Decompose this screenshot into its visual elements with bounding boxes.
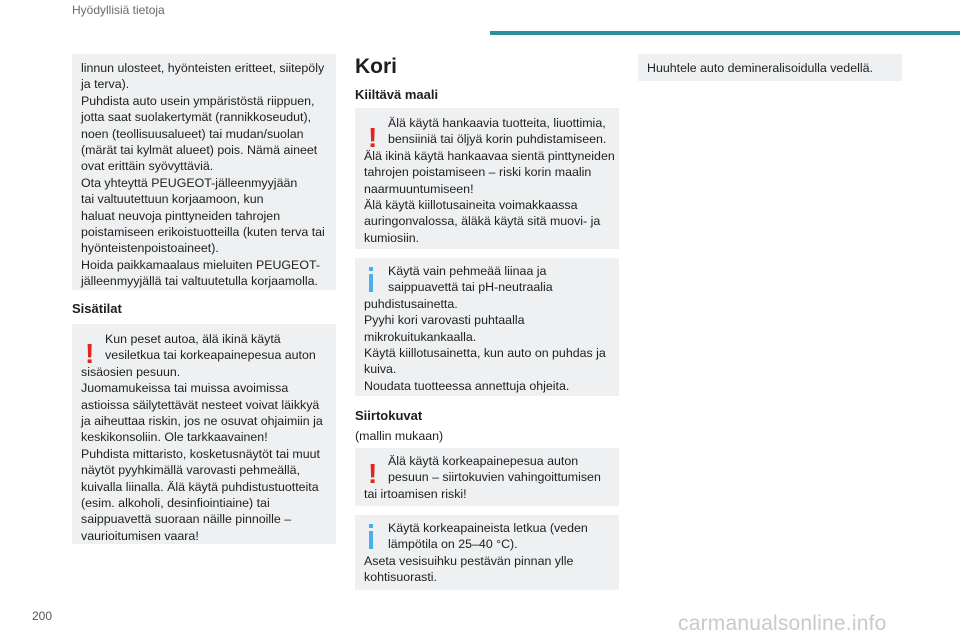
rinse-note-box bbox=[638, 54, 902, 81]
text-line: keskikonsoliin. Ole tarkkaavainen! bbox=[81, 430, 268, 445]
text-line: poistamiseen erikoistuotteilla (kuten terva tai bbox=[81, 225, 325, 240]
text-line: saippuavettä suoraan näille pinnoille – bbox=[81, 512, 292, 527]
text-line: Käytä kiillotusainetta, kun auto on puhdas ja bbox=[364, 346, 606, 361]
text-line: kumiosiin. bbox=[364, 230, 420, 245]
text-line: Noudata tuotteessa annettuja ohjeita. bbox=[364, 378, 570, 393]
text-line: Älä käytä hankaavia tuotteita, liuottimia, bbox=[388, 116, 606, 130]
text-line: tai valtuutettuun korjaamoon, kun bbox=[81, 192, 264, 207]
text-line: Puhdista auto usein ympäristöstä riippuen, bbox=[81, 93, 315, 108]
warning-icon: ! bbox=[85, 338, 95, 369]
text-line: Käytä vain pehmeää liinaa ja bbox=[388, 264, 547, 278]
page-heading-kori: Kori bbox=[355, 55, 397, 78]
warning-box-kiiltava-maali bbox=[355, 108, 619, 249]
text-line: pesuun – siirtokuvien vahingoittumisen bbox=[388, 470, 601, 485]
text-line: linnun ulosteet, hyönteisten eritteet, siitepöly bbox=[81, 61, 325, 75]
text-line: hyönteistenpoistoaineet). bbox=[81, 241, 219, 256]
text-line: puhdistusainetta. bbox=[364, 296, 458, 311]
warning-icon: ! bbox=[368, 458, 378, 489]
text-line: vesiletkua tai korkeapainepesua auton bbox=[105, 348, 316, 363]
section-heading-sisatilat: Sisätilat bbox=[72, 301, 122, 316]
text-line: bensiiniä tai öljyä korin puhdistamiseen. bbox=[388, 132, 607, 147]
text-line: Aseta vesisuihku pestävän pinnan ylle bbox=[364, 553, 574, 568]
text-line: Käytä korkeapaineista letkua (veden bbox=[388, 521, 588, 535]
info-box-siirtokuvat bbox=[355, 515, 619, 590]
warning-box-sisatilat bbox=[72, 324, 336, 544]
text-line: mikrokuitukankaalla. bbox=[364, 329, 477, 344]
text-line: jotta saat suolakertymät (rannikkoseudut), bbox=[81, 110, 312, 125]
text-line: Juomamukeissa tai muissa avoimissa bbox=[81, 381, 289, 396]
text-line: kuivalla liinalla. Älä käytä puhdistustuotteita bbox=[81, 479, 319, 494]
warning-box-siirtokuvat bbox=[355, 448, 619, 506]
text-line: lämpötila on 25–40 °C). bbox=[388, 537, 518, 552]
text-line: haluat neuvoja pinttyneiden tahrojen bbox=[81, 208, 281, 223]
section-heading-siirtokuvat: Siirtokuvat bbox=[355, 408, 423, 423]
text-line: astioissa säilytettävät nesteet voivat läikkyä bbox=[81, 397, 320, 412]
text-line: Huuhtele auto demineralisoidulla vedellä. bbox=[647, 61, 873, 75]
text-line: ja aiheuttaa riskin, jos ne osuvat ohjaimiin ja bbox=[81, 414, 323, 429]
info-box-kiiltava-maali bbox=[355, 258, 619, 396]
text-line: auringonvalossa, äläkä käytä sitä muovi- ja bbox=[364, 214, 601, 229]
section-heading-kiiltava-maali: Kiiltävä maali bbox=[355, 87, 439, 102]
text-line: ja terva). bbox=[81, 77, 130, 92]
text-line: ovat erittäin syövyttäviä. bbox=[81, 159, 214, 174]
text-line: saippuavettä tai pH-neutraalia bbox=[388, 280, 553, 295]
warning-icon: ! bbox=[368, 122, 378, 153]
text-line: naarmuuntumiseen! bbox=[364, 181, 474, 196]
continued-note-box bbox=[72, 54, 336, 290]
text-line: sisäosien pesuun. bbox=[81, 364, 181, 379]
header-title: Hyödyllisiä tietoja bbox=[72, 3, 165, 17]
text-line: Kun peset autoa, älä ikinä käytä bbox=[105, 332, 281, 346]
text-line: Älä ikinä käytä hankaavaa sientä pinttyneiden bbox=[364, 148, 615, 163]
siirtokuvat-note: (mallin mukaan) bbox=[355, 429, 444, 443]
text-line: (esim. alkoholi, desinfiointiaine) tai bbox=[81, 496, 270, 511]
text-line: Hoida paikkamaalaus mieluiten PEUGEOT- bbox=[81, 257, 320, 272]
watermark: carmanualsonline.info bbox=[678, 612, 887, 635]
text-line: näytöt pyyhkimällä varovasti pehmeällä, bbox=[81, 463, 301, 478]
text-line: Älä käytä korkeapainepesua auton bbox=[388, 454, 579, 468]
text-line: (märät tai kylmät alueet) pois. Nämä aineet bbox=[81, 143, 318, 158]
text-line: vaurioitumisen vaara! bbox=[81, 528, 199, 543]
text-line: noen (teollisuusalueet) tai mudan/suolan bbox=[81, 126, 304, 141]
text-line: Älä käytä kiillotusaineita voimakkaassa bbox=[364, 198, 578, 213]
text-line: tahrojen poistamiseen – riski korin maalin bbox=[364, 165, 592, 180]
text-line: kuiva. bbox=[364, 362, 397, 377]
text-line: tai irtoamisen riski! bbox=[364, 486, 467, 501]
text-line: jälleenmyyjällä tai valtuutetulla korjaamolla. bbox=[81, 274, 318, 289]
info-icon bbox=[369, 267, 373, 295]
text-line: Ota yhteyttä PEUGEOT-jälleenmyyjään bbox=[81, 175, 298, 190]
text-line: kohtisuorasti. bbox=[364, 570, 438, 585]
info-icon bbox=[369, 524, 373, 552]
text-line: Pyyhi kori varovasti puhtaalla bbox=[364, 313, 525, 328]
header-accent-bar bbox=[490, 31, 960, 35]
text-line: Puhdista mittaristo, kosketusnäytöt tai muut bbox=[81, 446, 320, 461]
page-number: 200 bbox=[32, 609, 53, 623]
